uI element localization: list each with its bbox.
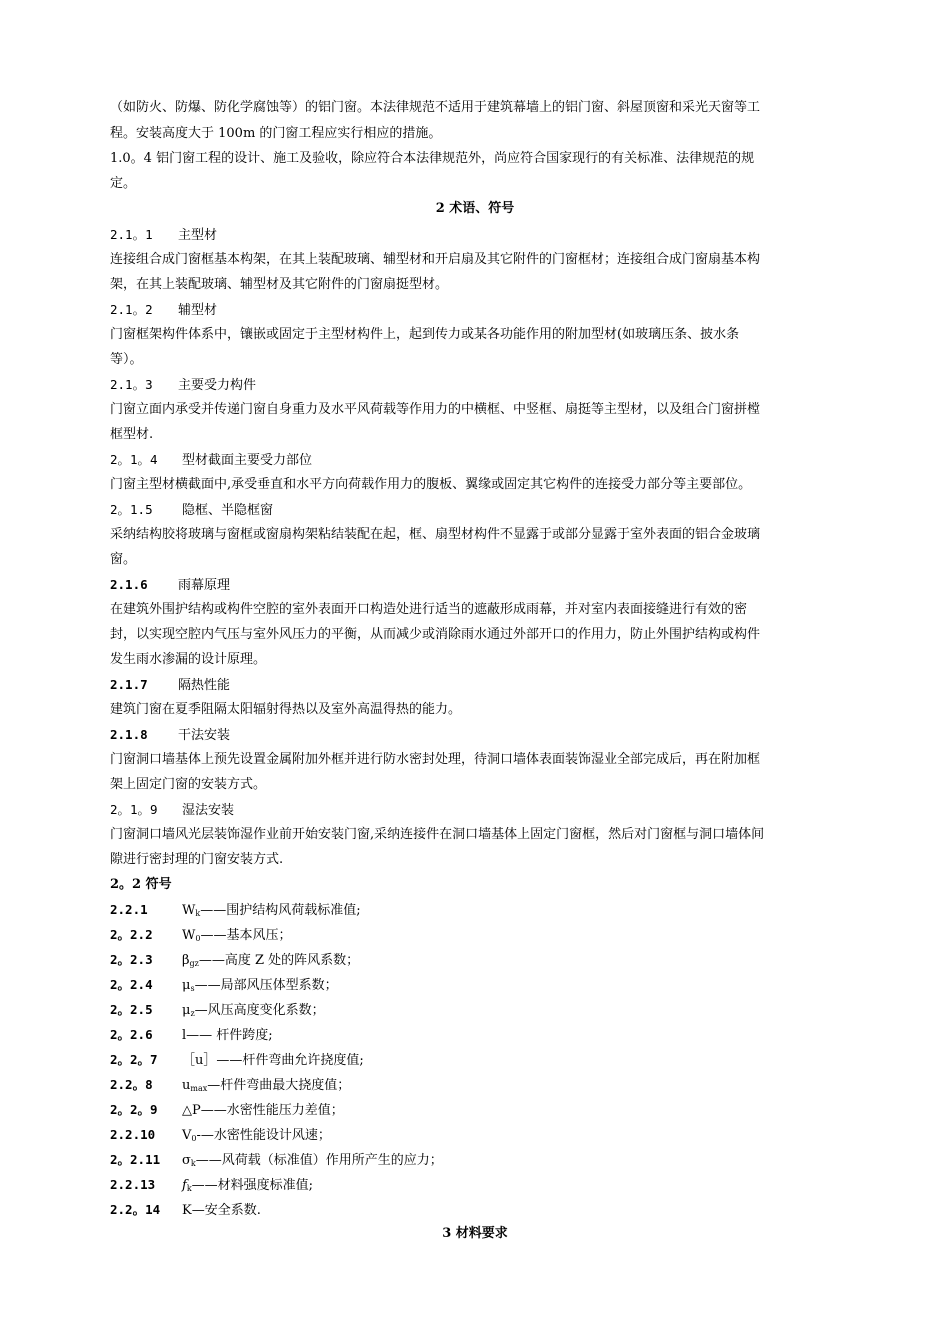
symbol-number: 2。2.5 xyxy=(110,1002,153,1017)
term-definition-line: 门窗洞口墙基体上预先设置金属附加外框并进行防水密封处理，待洞口墙体表面装饰湿业全部完成后，再在附加框 xyxy=(110,752,761,767)
symbol-number: 2。2.11 xyxy=(110,1152,161,1167)
term-definition-line: 门窗主型材横截面中,承受垂直和水平方向荷载作用力的腹板、翼缘或固定其它构件的连接受力部分等主要部位。 xyxy=(110,477,752,492)
symbol-subscript: 0 xyxy=(191,1134,197,1143)
symbol-description: ——风荷载（标准值）作用所产生的应力； xyxy=(195,1153,443,1168)
symbol-description: —安全系数. xyxy=(191,1203,261,1218)
term-title: 主要受力构件 xyxy=(178,378,257,393)
symbols-section-title: 2。2 符号 xyxy=(110,877,172,892)
symbol: μ xyxy=(182,1003,191,1018)
symbol-entry xyxy=(110,1176,313,1198)
symbol: σ xyxy=(182,1153,191,1168)
symbol-number: 2。2.2 xyxy=(110,927,153,942)
symbol-description: ——杆件弯曲允许挠度值; xyxy=(216,1053,364,1068)
term-title: 湿法安装 xyxy=(182,803,235,818)
term-title: 型材截面主要受力部位 xyxy=(182,453,313,468)
term-heading xyxy=(110,301,217,320)
paragraph-line: （如防火、防爆、防化学腐蚀等）的铝门窗。本法律规范不适用于建筑幕墙上的铝门窗、斜屋顶窗和采光天窗等工 xyxy=(110,100,761,115)
symbol-number: 2。2。9 xyxy=(110,1102,158,1117)
chapter-2-title: 2 术语、符号 xyxy=(435,201,515,216)
term-definition-line: 发生雨水渗漏的设计原理。 xyxy=(110,652,267,667)
symbol-number: 2.2。14 xyxy=(110,1202,161,1217)
symbol-description: ——基本风压； xyxy=(200,928,292,943)
symbol-description: ——围护结构风荷载标准值; xyxy=(200,903,361,918)
symbol-description: ——水密性能压力差值； xyxy=(200,1103,344,1118)
symbol-description: —— 杆件跨度; xyxy=(186,1028,273,1043)
symbol-entry xyxy=(110,976,338,998)
term-heading xyxy=(110,226,217,245)
symbol-number: 2。2.3 xyxy=(110,952,153,967)
symbol: β xyxy=(182,953,190,968)
term-title: 隐框、半隐框窗 xyxy=(182,503,274,518)
symbol-entry xyxy=(110,1076,350,1098)
symbol: μ xyxy=(182,978,191,993)
symbol-entry xyxy=(110,1026,273,1048)
term-title: 干法安装 xyxy=(178,728,231,743)
symbol-entry xyxy=(110,1151,443,1173)
symbol-entry xyxy=(110,1001,325,1023)
term-number: 2。1.5 xyxy=(110,502,153,517)
symbol-description: —杆件弯曲最大挠度值； xyxy=(207,1078,351,1093)
term-number: 2.1。2 xyxy=(110,302,153,317)
term-heading xyxy=(110,501,273,520)
term-definition-line: 采纳结构胶将玻璃与窗框或窗扇构架粘结装配在起，框、扇型材构件不显露于或部分显露于室外表面的铝合金玻璃 xyxy=(110,527,761,542)
symbol: l xyxy=(182,1028,187,1043)
symbol-number: 2。2。7 xyxy=(110,1052,158,1067)
symbol: u xyxy=(182,1078,191,1093)
symbol-number: 2.2.13 xyxy=(110,1177,156,1192)
term-definition-line: 窗。 xyxy=(110,552,137,567)
term-heading xyxy=(110,451,312,470)
symbol-entry xyxy=(110,1126,331,1148)
symbol: ［u］ xyxy=(182,1053,217,1068)
symbol-entry xyxy=(110,1101,344,1123)
term-definition-line: 架，在其上装配玻璃、辅型材及其它附件的门窗扇挺型材。 xyxy=(110,277,449,292)
term-heading xyxy=(110,676,230,695)
term-title: 主型材 xyxy=(178,228,218,243)
symbol-description: ——局部风压体型系数； xyxy=(194,978,338,993)
term-number: 2.1。1 xyxy=(110,227,153,242)
symbol-description: ——高度 Z 处的阵风系数； xyxy=(198,953,360,968)
symbol: f xyxy=(182,1178,187,1193)
symbol: W xyxy=(182,903,196,918)
symbol-description: —风压高度变化系数； xyxy=(194,1003,325,1018)
symbol-entry xyxy=(110,951,359,973)
symbol-subscript: z xyxy=(190,1009,195,1018)
term-definition-line: 门窗立面内承受并传递门窗自身重力及水平风荷载等作用力的中横框、中竖框、扇挺等主型材，以及组合门窗拼樘 xyxy=(110,402,761,417)
symbol: W xyxy=(182,928,196,943)
term-title: 雨幕原理 xyxy=(178,578,231,593)
symbol-number: 2.2。8 xyxy=(110,1077,153,1092)
term-definition-line: 在建筑外围护结构或构件空腔的室外表面开口构造处进行适当的遮蔽形成雨幕，并对室内表面接缝进行有效的密 xyxy=(110,602,748,617)
term-heading xyxy=(110,376,256,395)
term-definition-line: 门窗洞口墙风光层装饰湿作业前开始安装门窗,采纳连接件在洞口墙基体上固定门窗框，然后对门窗框与洞口墙体间 xyxy=(110,827,765,842)
term-definition-line: 封，以实现空腔内气压与室外风压力的平衡，从而减少或消除雨水通过外部开口的作用力，防止外围护结构或构件 xyxy=(110,627,761,642)
term-definition-line: 连接组合成门窗框基本构架，在其上装配玻璃、辅型材和开启扇及其它附件的门窗框材；连接组合成门窗扇基本构 xyxy=(110,252,761,267)
term-heading xyxy=(110,576,230,595)
term-definition-line: 等）。 xyxy=(110,352,143,367)
symbol-subscript: gz xyxy=(189,959,199,968)
symbol: V xyxy=(182,1128,192,1143)
symbol-subscript: 0 xyxy=(195,934,201,943)
term-definition-line: 建筑门窗在夏季阻隔太阳辐射得热以及室外高温得热的能力。 xyxy=(110,702,462,717)
chapter-3-title: 3 材料要求 xyxy=(442,1226,508,1241)
term-definition-line: 架上固定门窗的安装方式。 xyxy=(110,777,267,792)
symbol-subscript: k xyxy=(190,1159,196,1168)
symbol-entry xyxy=(110,901,361,923)
paragraph-line: 程。安装高度大于 100m 的门窗工程应实行相应的措施。 xyxy=(110,126,442,141)
paragraph-line: 定。 xyxy=(110,176,137,191)
symbol-number: 2.2.1 xyxy=(110,902,148,917)
term-number: 2.1。3 xyxy=(110,377,153,392)
term-number: 2.1.7 xyxy=(110,677,148,692)
term-number: 2。1。9 xyxy=(110,802,158,817)
term-definition-line: 隙进行密封理的门窗安装方式. xyxy=(110,852,284,867)
symbol-number: 2。2.6 xyxy=(110,1027,153,1042)
symbol-entry xyxy=(110,1051,364,1073)
symbol-description: ——材料强度标准值; xyxy=(191,1178,314,1193)
symbol-subscript: s xyxy=(190,984,195,993)
symbol: K xyxy=(182,1203,192,1218)
term-number: 2。1。4 xyxy=(110,452,158,467)
symbol-subscript: k xyxy=(186,1184,192,1193)
symbol: △P xyxy=(182,1103,201,1118)
symbol-number: 2。2.4 xyxy=(110,977,153,992)
term-number: 2.1.6 xyxy=(110,577,148,592)
paragraph-line: 1.0。4 铝门窗工程的设计、施工及验收，除应符合本法律规范外，尚应符合国家现行的有关标准、法律规范的规 xyxy=(110,151,755,166)
term-definition-line: 门窗框架构件体系中，镶嵌或固定于主型材构件上，起到传力或某各功能作用的附加型材(如玻璃压条、披水条 xyxy=(110,327,740,342)
symbol-entry xyxy=(110,926,291,948)
term-definition-line: 框型材. xyxy=(110,427,154,442)
term-heading xyxy=(110,801,234,820)
symbol-description: -—水密性能设计风速； xyxy=(196,1128,331,1143)
symbol-subscript: k xyxy=(195,909,201,918)
term-title: 隔热性能 xyxy=(178,678,231,693)
term-title: 辅型材 xyxy=(178,303,218,318)
term-heading xyxy=(110,726,230,745)
symbol-entry xyxy=(110,1201,261,1223)
term-number: 2.1.8 xyxy=(110,727,148,742)
symbol-number: 2.2.10 xyxy=(110,1127,156,1142)
symbol-subscript: max xyxy=(190,1084,208,1093)
